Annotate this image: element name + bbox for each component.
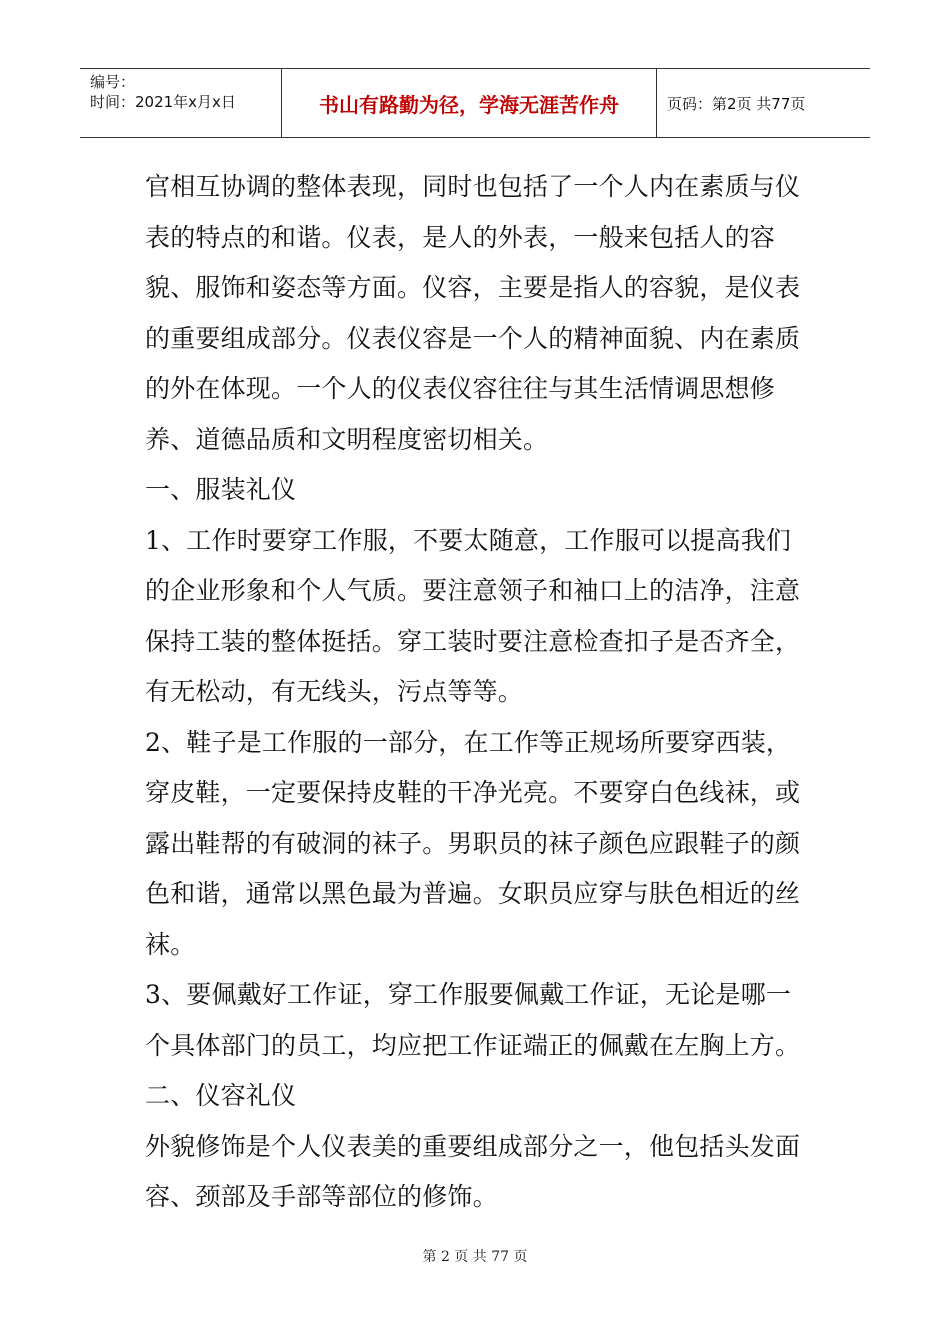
paragraph: 官相互协调的整体表现，同时也包括了一个人内在素质与仪表的特点的和谐。仪表，是人的外表，一般来包括人的容貌、服饰和姿态等方面。仪容，主要是指人的容貌，是仪表的重要组成部分。仪表仪容是一个人的精神面貌、内在素质的外在体现。一个人的仪表仪容往往与其生活情调思想修养、道德品质和文明程度密切相关。 <box>145 172 801 454</box>
page-footer: 第 2 页 共 77 页 <box>422 1249 528 1265</box>
section-heading: 一、服装礼仪 <box>145 475 297 504</box>
paragraph: 1、工作时要穿工作服，不要太随意，工作服可以提高我们的企业形象和个人气质。要注意领子和袖口上的洁净，注意保持工装的整体挺括。穿工装时要注意检查扣子是否齐全，有无松动，有无线头，污点等等。 <box>145 525 801 706</box>
document-body <box>145 162 810 1223</box>
section-heading: 二、仪容礼仪 <box>145 1081 297 1110</box>
paragraph: 2、鞋子是工作服的一部分，在工作等正规场所要穿西装，穿皮鞋，一定要保持皮鞋的干净光亮。不要穿白色线袜，或露出鞋帮的有破洞的袜子。男职员的袜子颜色应跟鞋子的颜色和谐，通常以黑色最为普遍。女职员应穿与肤色相近的丝袜。 <box>145 727 801 959</box>
paragraph: 外貌修饰是个人仪表美的重要组成部分之一，他包括头发面容、颈部及手部等部位的修饰。 <box>145 1131 801 1211</box>
page-header <box>80 68 870 138</box>
header-meta <box>80 69 282 137</box>
header-page-info: 页码：第2页 共77页 <box>667 94 806 113</box>
document-date: 时间：2021年x月x日 <box>90 93 236 111</box>
paragraph: 3、要佩戴好工作证，穿工作服要佩戴工作证，无论是哪一个具体部门的员工，均应把工作证端正的佩戴在左胸上方。 <box>145 980 801 1060</box>
header-motto: 书山有路勤为径，学海无涯苦作舟 <box>282 69 657 137</box>
document-number-label: 编号： <box>90 73 136 91</box>
